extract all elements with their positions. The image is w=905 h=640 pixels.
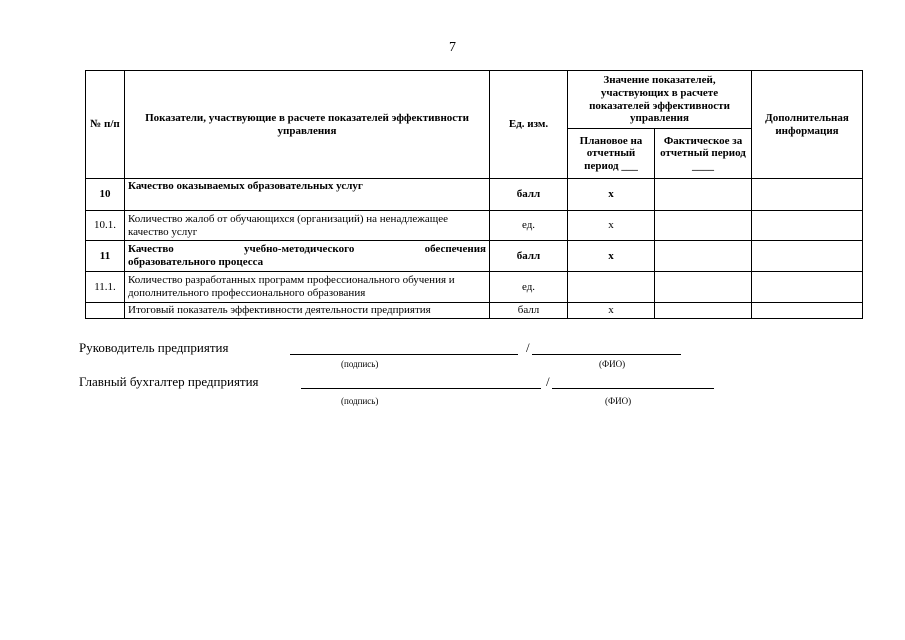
row-unit: ед. — [490, 211, 568, 241]
head-signature-line[interactable] — [290, 340, 518, 355]
row-indicator: Количество жалоб от обучающихся (организаций) на ненадлежащее качество услуг — [125, 211, 490, 241]
row-additional — [752, 211, 863, 241]
accountant-sign-caption: (подпись) — [341, 396, 379, 406]
accountant-name-caption: (ФИО) — [605, 396, 632, 406]
indicators-table — [85, 70, 863, 319]
head-sign-caption: (подпись) — [341, 359, 379, 369]
row-actual — [655, 211, 752, 241]
head-name-caption: (ФИО) — [599, 359, 626, 369]
row-planned: х — [568, 179, 655, 211]
header-additional: Дополнительная информация — [752, 71, 863, 179]
table-row — [86, 272, 863, 303]
row-indicator: Количество разработанных программ профессионального обучения и дополнительного профессионального образования — [125, 272, 490, 303]
row-indicator: Качество оказываемых образовательных услуг — [125, 179, 490, 211]
row-planned — [568, 272, 655, 303]
row-indicator-line2: образовательного процесса — [128, 256, 264, 268]
signature-row-accountant — [79, 374, 719, 408]
row-additional — [752, 179, 863, 211]
row-actual — [655, 303, 752, 319]
row-unit: балл — [490, 303, 568, 319]
row-num: 10 — [86, 179, 125, 211]
row-unit: ед. — [490, 272, 568, 303]
table-row — [86, 303, 863, 319]
row-actual — [655, 179, 752, 211]
row-num: 10.1. — [86, 211, 125, 241]
row-num: 11 — [86, 241, 125, 272]
head-label: Руководитель предприятия — [79, 340, 229, 355]
table-row — [86, 241, 863, 272]
table-row — [86, 179, 863, 211]
row-num: 11.1. — [86, 272, 125, 303]
row-indicator — [125, 241, 490, 272]
accountant-signature-line[interactable] — [301, 374, 541, 389]
row-num — [86, 303, 125, 319]
row-planned: х — [568, 303, 655, 319]
header-values-group: Значение показателей, участвующих в расчете показателей эффективности управления — [568, 71, 752, 129]
row-additional — [752, 303, 863, 319]
header-planned: Плановое на отчетный период ___ — [568, 129, 655, 179]
row-additional — [752, 241, 863, 272]
accountant-label: Главный бухгалтер предприятия — [79, 374, 259, 389]
slash-separator: / — [546, 374, 550, 389]
page-number: 7 — [449, 40, 456, 55]
row-actual — [655, 272, 752, 303]
row-planned: х — [568, 211, 655, 241]
row-additional — [752, 272, 863, 303]
head-name-line[interactable] — [532, 340, 681, 355]
row-unit: балл — [490, 179, 568, 211]
signature-row-head — [79, 340, 699, 374]
accountant-name-line[interactable] — [552, 374, 714, 389]
row-indicator-line1: Качество учебно-методического обеспечения — [128, 243, 486, 256]
header-unit: Ед. изм. — [490, 71, 568, 179]
header-num: № п/п — [86, 71, 125, 179]
header-actual: Фактическое за отчетный период ____ — [655, 129, 752, 179]
table-row — [86, 211, 863, 241]
slash-separator: / — [526, 340, 530, 355]
row-indicator: Итоговый показатель эффективности деятельности предприятия — [125, 303, 490, 319]
row-unit: балл — [490, 241, 568, 272]
row-actual — [655, 241, 752, 272]
row-planned: х — [568, 241, 655, 272]
header-indicator: Показатели, участвующие в расчете показателей эффективности управления — [125, 71, 490, 179]
